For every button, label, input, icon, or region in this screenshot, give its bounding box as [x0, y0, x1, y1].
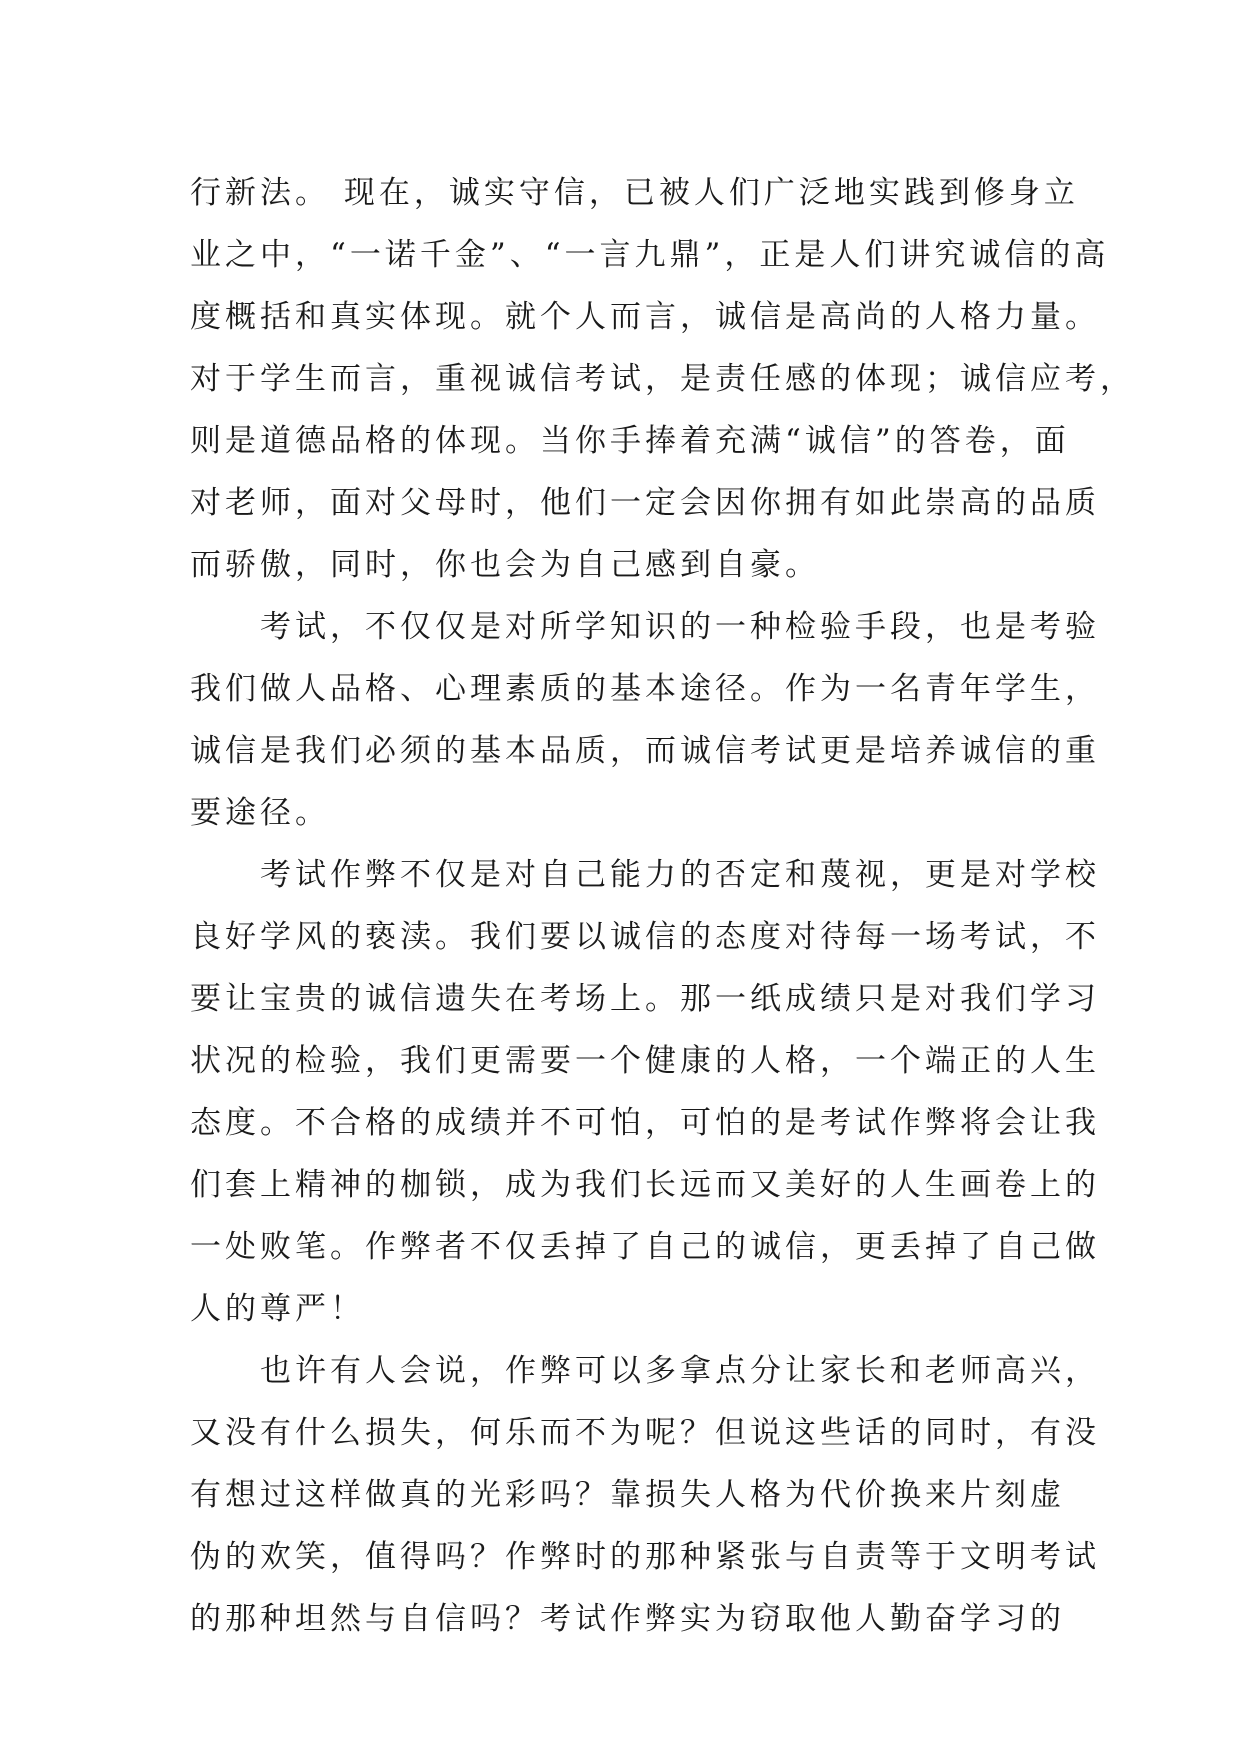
text-line: 对老师，面对父母时，他们一定会因你拥有如此崇高的品质 — [190, 485, 1100, 521]
text-line: 我们做人品格、心理素质的基本途径。作为一名青年学生， — [190, 671, 1100, 707]
text-line: 要让宝贵的诚信遗失在考场上。那一纸成绩只是对我们学习 — [190, 981, 1100, 1017]
text-line: 良好学风的亵渎。我们要以诚信的态度对待每一场考试，不 — [190, 919, 1100, 955]
body-text — [190, 162, 1135, 1650]
text-line: 态度。不合格的成绩并不可怕，可怕的是考试作弊将会让我 — [190, 1105, 1100, 1141]
text-line: 行新法。 现在，诚实守信，已被人们广泛地实践到修身立 — [190, 175, 1079, 211]
text-line: 而骄傲，同时，你也会为自己感到自豪。 — [190, 547, 820, 583]
text-line: 状况的检验，我们更需要一个健康的人格，一个端正的人生 — [190, 1043, 1100, 1079]
text-line: 又没有什么损失，何乐而不为呢？但说这些话的同时，有没 — [190, 1415, 1100, 1451]
text-line: 考试，不仅仅是对所学知识的一种检验手段，也是考验 — [190, 609, 1100, 645]
text-line: 诚信是我们必须的基本品质，而诚信考试更是培养诚信的重 — [190, 733, 1100, 769]
text-line: 一处败笔。作弊者不仅丢掉了自己的诚信，更丢掉了自己做 — [190, 1229, 1100, 1265]
text-line: 度概括和真实体现。就个人而言，诚信是高尚的人格力量。 — [190, 299, 1100, 335]
text-line: 也许有人会说，作弊可以多拿点分让家长和老师高兴， — [190, 1353, 1100, 1389]
text-line: 的那种坦然与自信吗？考试作弊实为窃取他人勤奋学习的 — [190, 1601, 1065, 1637]
text-line: 对于学生而言，重视诚信考试，是责任感的体现；诚信应考， — [190, 361, 1135, 397]
text-line: 有想过这样做真的光彩吗？靠损失人格为代价换来片刻虚 — [190, 1477, 1065, 1513]
text-line: 要途径。 — [190, 795, 330, 831]
text-line: 考试作弊不仅是对自己能力的否定和蔑视，更是对学校 — [190, 857, 1100, 893]
text-line: 则是道德品格的体现。当你手捧着充满“诚信”的答卷，面 — [190, 423, 1070, 459]
text-line: 人的尊严！ — [190, 1291, 365, 1327]
text-line: 业之中，“一诺千金”、“一言九鼎”，正是人们讲究诚信的高 — [190, 237, 1110, 273]
text-line: 们套上精神的枷锁，成为我们长远而又美好的人生画卷上的 — [190, 1167, 1100, 1203]
text-line: 伪的欢笑，值得吗？作弊时的那种紧张与自责等于文明考试 — [190, 1539, 1100, 1575]
